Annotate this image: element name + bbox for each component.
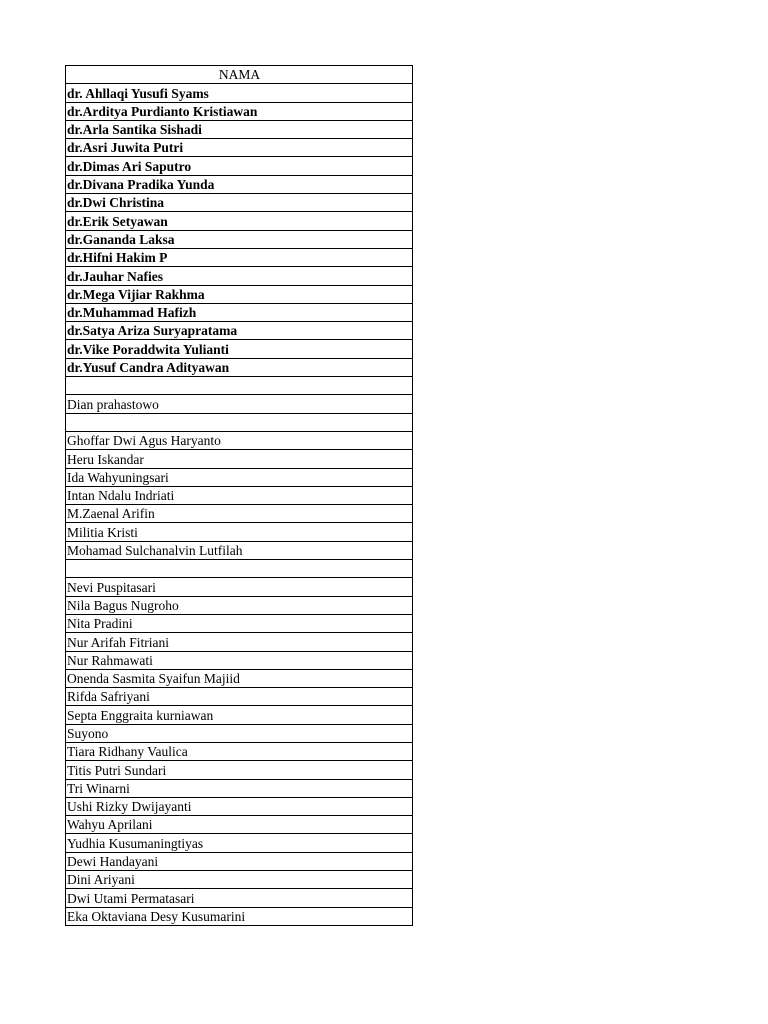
table-row	[66, 486, 413, 504]
name-cell: Wahyu Aprilani	[66, 816, 413, 834]
table-row-empty	[66, 413, 413, 431]
table-row	[66, 194, 413, 212]
name-cell: dr.Muhammad Hafizh	[66, 303, 413, 321]
table-row	[66, 852, 413, 870]
name-cell: Tri Winarni	[66, 779, 413, 797]
table-row	[66, 102, 413, 120]
name-cell: dr.Vike Poraddwita Yulianti	[66, 340, 413, 358]
table-row	[66, 523, 413, 541]
table-row-empty	[66, 560, 413, 578]
table-row	[66, 322, 413, 340]
table-row	[66, 248, 413, 266]
table-row	[66, 340, 413, 358]
table-row	[66, 139, 413, 157]
table-header-row	[66, 66, 413, 84]
name-cell: Ushi Rizky Dwijayanti	[66, 797, 413, 815]
name-cell	[66, 560, 413, 578]
name-cell: Mohamad Sulchanalvin Lutfilah	[66, 541, 413, 559]
table-row	[66, 816, 413, 834]
name-cell: Nila Bagus Nugroho	[66, 596, 413, 614]
table-row	[66, 614, 413, 632]
name-cell: dr. Ahllaqi Yusufi Syams	[66, 84, 413, 102]
table-row	[66, 431, 413, 449]
table-row	[66, 541, 413, 559]
name-cell: Rifda Safriyani	[66, 688, 413, 706]
name-cell	[66, 413, 413, 431]
column-header-nama: NAMA	[66, 66, 413, 84]
table-row	[66, 724, 413, 742]
table-row	[66, 761, 413, 779]
table-row	[66, 267, 413, 285]
table-row	[66, 633, 413, 651]
name-cell: Yudhia Kusumaningtiyas	[66, 834, 413, 852]
table-row	[66, 742, 413, 760]
name-cell: Dewi Handayani	[66, 852, 413, 870]
name-cell: dr.Divana Pradika Yunda	[66, 175, 413, 193]
name-cell: Dini Ariyani	[66, 871, 413, 889]
table-row	[66, 358, 413, 376]
table-row	[66, 84, 413, 102]
name-cell: Heru Iskandar	[66, 450, 413, 468]
name-cell: dr.Gananda Laksa	[66, 230, 413, 248]
name-cell	[66, 377, 413, 395]
name-cell: dr.Arditya Purdianto Kristiawan	[66, 102, 413, 120]
table-row	[66, 212, 413, 230]
table-row	[66, 175, 413, 193]
table-row	[66, 120, 413, 138]
table-row	[66, 779, 413, 797]
table-row-empty	[66, 377, 413, 395]
name-table	[65, 65, 413, 926]
table-row	[66, 596, 413, 614]
name-cell: M.Zaenal Arifin	[66, 505, 413, 523]
name-cell: Eka Oktaviana Desy Kusumarini	[66, 907, 413, 925]
name-cell: Ida Wahyuningsari	[66, 468, 413, 486]
name-cell: dr.Hifni Hakim P	[66, 248, 413, 266]
name-cell: dr.Arla Santika Sishadi	[66, 120, 413, 138]
name-cell: Nita Pradini	[66, 614, 413, 632]
table-row	[66, 834, 413, 852]
name-cell: Tiara Ridhany Vaulica	[66, 742, 413, 760]
name-cell: dr.Dwi Christina	[66, 194, 413, 212]
table-row	[66, 669, 413, 687]
name-cell: dr.Asri Juwita Putri	[66, 139, 413, 157]
table-row	[66, 450, 413, 468]
table-row	[66, 889, 413, 907]
name-cell: Nur Arifah Fitriani	[66, 633, 413, 651]
table-row	[66, 395, 413, 413]
table-row	[66, 797, 413, 815]
table-row	[66, 303, 413, 321]
table-row	[66, 651, 413, 669]
name-cell: dr.Yusuf Candra Adityawan	[66, 358, 413, 376]
name-cell: Dian prahastowo	[66, 395, 413, 413]
name-cell: Suyono	[66, 724, 413, 742]
table-row	[66, 468, 413, 486]
table-body	[66, 84, 413, 926]
name-cell: Septa Enggraita kurniawan	[66, 706, 413, 724]
name-cell: dr.Erik Setyawan	[66, 212, 413, 230]
table-row	[66, 505, 413, 523]
name-cell: Onenda Sasmita Syaifun Majiid	[66, 669, 413, 687]
name-cell: Titis Putri Sundari	[66, 761, 413, 779]
name-cell: Intan Ndalu Indriati	[66, 486, 413, 504]
table-row	[66, 578, 413, 596]
name-cell: dr.Dimas Ari Saputro	[66, 157, 413, 175]
table-row	[66, 285, 413, 303]
name-cell: dr.Jauhar Nafies	[66, 267, 413, 285]
table-row	[66, 157, 413, 175]
table-row	[66, 871, 413, 889]
name-cell: dr.Satya Ariza Suryapratama	[66, 322, 413, 340]
table-row	[66, 230, 413, 248]
name-cell: Ghoffar Dwi Agus Haryanto	[66, 431, 413, 449]
name-cell: Nevi Puspitasari	[66, 578, 413, 596]
name-cell: Nur Rahmawati	[66, 651, 413, 669]
name-cell: Dwi Utami Permatasari	[66, 889, 413, 907]
table-row	[66, 688, 413, 706]
name-cell: Militia Kristi	[66, 523, 413, 541]
table-row	[66, 706, 413, 724]
name-cell: dr.Mega Vijiar Rakhma	[66, 285, 413, 303]
table-row	[66, 907, 413, 925]
